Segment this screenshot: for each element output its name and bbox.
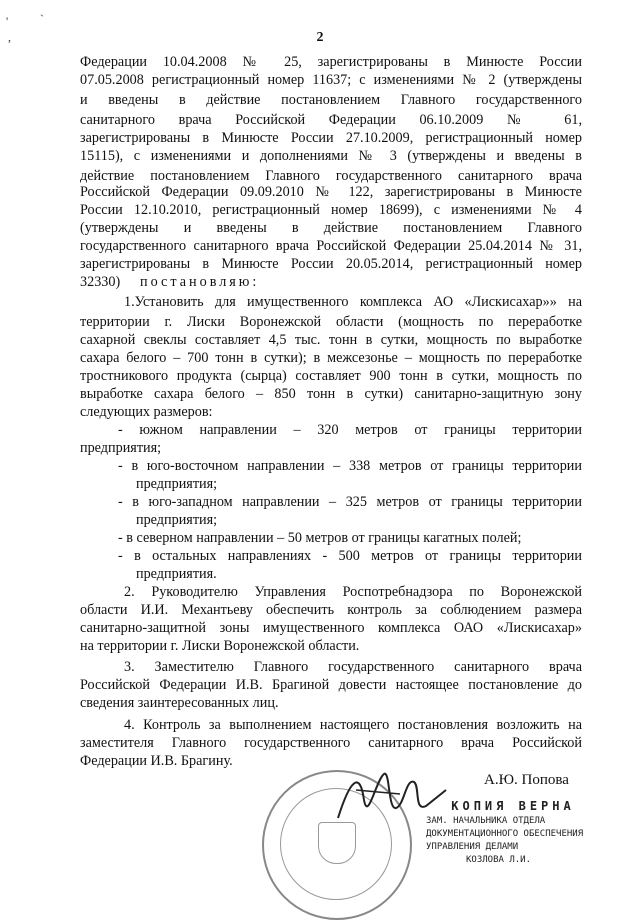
zone-line: предприятия; — [80, 440, 162, 456]
page-number: 2 — [316, 30, 324, 45]
zone-line: - в юго-восточном направлении – 338 метров от границы территории — [118, 458, 582, 474]
text-line: зарегистрированы в Минюсте России 20.05.2014, регистрационный номер — [80, 256, 582, 272]
item1-line: выработке сахара белого – 850 тонн в сутки) санитарно-защитную зону — [80, 386, 582, 402]
zone-line: - в остальных направлениях - 500 метров от границы территории — [118, 548, 582, 564]
text-line: зарегистрированы в Минюсте России 27.10.2009, регистрационный номер — [80, 130, 582, 146]
text-line: (утверждены и введены в действие постановлением Главного — [80, 220, 582, 236]
zone-line: предприятия. — [136, 566, 217, 582]
item1-line: сахарной свеклы составляет 4,5 тыс. тонн в сутки, мощность по выработке — [80, 332, 582, 348]
text-line: 07.05.2008 регистрационный номер 11637; с изменениями № 2 (утверждены — [80, 72, 582, 88]
item2-line: санитарно-защитной зоны имущественного комплекса ОАО «Лискисахар» — [80, 620, 582, 636]
copy-certification-stamp — [426, 800, 600, 867]
corner-mark: ` — [40, 12, 44, 26]
decree-word: постановляю: — [140, 274, 260, 290]
item2-line: 2. Руководителю Управления Роспотребнадзора по Воронежской — [124, 584, 582, 600]
item3-line: сведения заинтересованных лиц. — [80, 695, 279, 711]
item2-line: области И.И. Механтьеву обеспечить контроль за соблюдением размера — [80, 602, 582, 618]
copy-stamp-line: КОЗЛОВА Л.И. — [466, 855, 532, 865]
zone-line: - в северном направлении – 50 метров от границы кагатных полей; — [118, 530, 522, 546]
copy-stamp-line: ДОКУМЕНТАЦИОННОГО ОБЕСПЕЧЕНИЯ — [426, 829, 584, 839]
item4-line: заместителя Главного государственного санитарного врача Российской — [80, 735, 582, 751]
text-line: санитарного врача Российской Федерации 06.10.2009 № 61, — [80, 112, 582, 128]
item4-line: 4. Контроль за выполнением настоящего постановления возложить на — [124, 717, 582, 733]
item1-line: тростникового продукта (сырца) составляет 900 тонн в сутки, мощность по — [80, 368, 582, 384]
item1-line: территории г. Лиски Воронежской области (мощность по переработке — [80, 314, 582, 330]
item1-line: сахара белого – 700 тонн в сутки); в межсезонье – мощность по переработке — [80, 350, 582, 366]
item3-line: 3. Заместителю Главного государственного санитарного врача — [124, 659, 582, 675]
text-line: 15115), с изменениями и дополнениями № 3 (утверждены и введены в — [80, 148, 582, 164]
zone-line: предприятия; — [136, 512, 218, 528]
corner-mark: ' — [6, 14, 9, 28]
text-line: Федерации 10.04.2008 № 25, зарегистрированы в Минюсте России — [80, 54, 582, 70]
corner-mark: , — [8, 30, 11, 44]
zone-line: - в юго-западном направлении – 325 метров от границы территории — [118, 494, 582, 510]
signer-name: А.Ю. Попова — [484, 772, 569, 788]
item3-line: Российской Федерации И.В. Брагиной довести настоящее постановление до — [80, 677, 582, 693]
copy-stamp-line: ЗАМ. НАЧАЛЬНИКА ОТДЕЛА — [426, 816, 546, 826]
item1-line: следующих размеров: — [80, 404, 213, 420]
text-line: Российской Федерации 09.09.2010 № 122, зарегистрированы в Минюсте — [80, 184, 582, 200]
text-line: государственного санитарного врача Российской Федерации 25.04.2014 № 31, — [80, 238, 582, 254]
text-line: России 12.10.2010, регистрационный номер 18699), с изменениями № 4 — [80, 202, 582, 218]
text-line: и введены в действие постановлением Главного государственного — [80, 92, 582, 108]
zone-line: - южном направлении – 320 метров от границы территории — [118, 422, 582, 438]
text-line: действие постановлением Главного государственного санитарного врача — [80, 168, 582, 184]
item2-line: на территории г. Лиски Воронежской области. — [80, 638, 360, 654]
copy-stamp-line: УПРАВЛЕНИЯ ДЕЛАМИ — [426, 842, 519, 852]
copy-stamp-title: КОПИЯ ВЕРНА — [451, 799, 575, 813]
zone-line: предприятия; — [136, 476, 218, 492]
text-line: 32330) — [80, 274, 121, 290]
item4-line: Федерации И.В. Брагину. — [80, 753, 233, 769]
item1-line: 1.Установить для имущественного комплекса АО «Лискисахар»» на — [124, 294, 582, 310]
